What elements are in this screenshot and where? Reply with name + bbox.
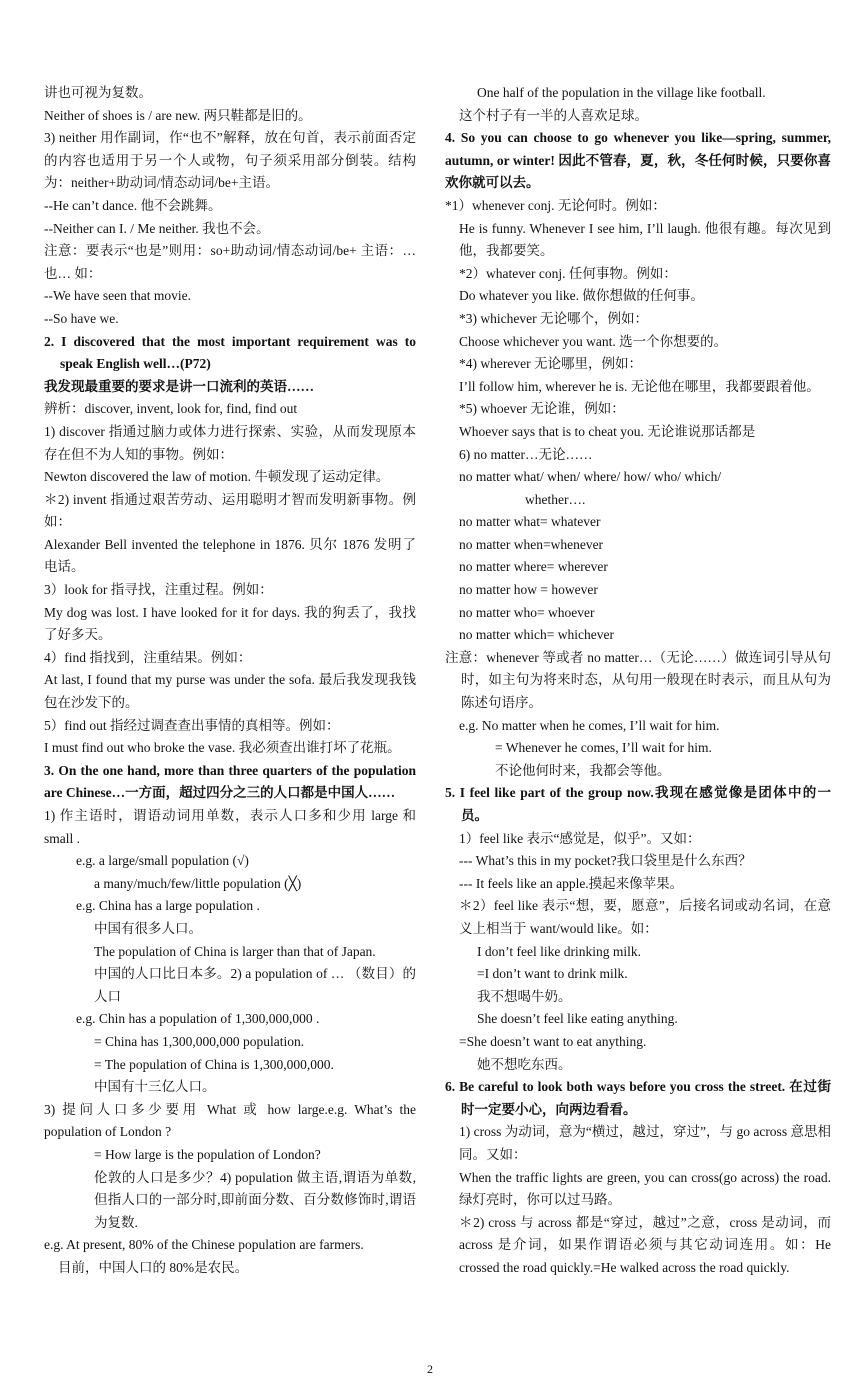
left-text-line: My dog was lost. I have looked for it for days. 我的狗丢了，我找了好多天。 bbox=[44, 604, 416, 643]
right-text-line: *1）whenever conj. 无论何时。例如： bbox=[445, 197, 666, 213]
left-text-line: a many/much/few/little population (╳) bbox=[94, 875, 302, 891]
left-text-line: Neither of shoes is / are new. 两只鞋都是旧的。 bbox=[44, 107, 312, 123]
right-text-line: *5) whoever 无论谁，例如： bbox=[459, 401, 625, 417]
right-text-line: When the traffic lights are green, you can cross(go across) the road. 绿灯亮时，你可以过马路。 bbox=[459, 1169, 831, 1208]
left-text-line: --Neither can I. / Me neither. 我也不会。 bbox=[44, 220, 270, 236]
left-text-line: 中国有十三亿人口。 bbox=[94, 1079, 216, 1095]
right-text-line: One half of the population in the village like football. bbox=[477, 85, 766, 100]
left-text-line: 辨析：discover, invent, look for, find, find out bbox=[44, 401, 298, 417]
right-text-line: 不论他何时来，我都会等他。 bbox=[495, 762, 671, 778]
left-text-line: e.g. a large/small population (√) bbox=[76, 853, 249, 869]
left-text-line: 4）find 指找到，注重结果。例如： bbox=[44, 649, 252, 665]
left-text-line: = How large is the population of London? bbox=[94, 1146, 321, 1162]
right-text-line: She doesn’t feel like eating anything. bbox=[477, 1011, 678, 1027]
left-text-line: 中国有很多人口。 bbox=[94, 920, 202, 936]
right-text-line: 我不想喝牛奶。 bbox=[477, 988, 572, 1004]
right-text-line: no matter which= whichever bbox=[459, 627, 614, 643]
left-text-line: 5）find out 指经过调查查出事情的真相等。例如： bbox=[44, 717, 340, 733]
right-text-line: 1）feel like 表示“感觉是，似乎”。又如： bbox=[459, 830, 701, 846]
left-text-line: 伦敦的人口是多少？4) population 做主语,谓语为单数,但指人口的一部分时,即前面分数、百分数修饰时,谓语为复数. bbox=[94, 1169, 416, 1230]
left-text-line: Alexander Bell invented the telephone in 1876. 贝尔 1876 发明了电话。 bbox=[44, 536, 416, 575]
right-text-line: 这个村子有一半的人喜欢足球。 bbox=[459, 107, 648, 123]
right-text-line: Choose whichever you want. 选一个你想要的。 bbox=[459, 333, 728, 349]
right-text-line: *2）whatever conj. 任何事物。例如： bbox=[459, 265, 677, 281]
left-text-line: 讲也可视为复数。 bbox=[44, 85, 152, 100]
right-text-line: ＊2) cross 与 across 都是“穿过，越过”之意，cross 是动词，而 across 是介词，如果作谓语必须与其它动词连用。如：He crossed the road quickly.=He walked across the road quickly. bbox=[459, 1214, 831, 1275]
left-text-line: --He can’t dance. 他不会跳舞。 bbox=[44, 197, 222, 213]
right-text-line: =She doesn’t want to eat anything. bbox=[459, 1033, 647, 1049]
right-text-line: --- What’s this in my pocket?我口袋里是什么东西？ bbox=[459, 853, 752, 869]
right-text-line: no matter where= wherever bbox=[459, 559, 608, 575]
left-text-line: 3）look for 指寻找，注重过程。例如： bbox=[44, 582, 273, 598]
right-text-line: *3) whichever 无论哪个，例如： bbox=[459, 310, 648, 326]
left-text-line: Newton discovered the law of motion. 牛顿发现了运动定律。 bbox=[44, 469, 390, 485]
left-text-line: = The population of China is 1,300,000,000. bbox=[94, 1056, 334, 1072]
right-text-line: no matter what= whatever bbox=[459, 514, 601, 530]
right-text-line: 她不想吃东西。 bbox=[477, 1056, 572, 1072]
right-text-line: e.g. No matter when he comes, I’ll wait for him. bbox=[459, 717, 720, 733]
right-text-line: no matter what/ when/ where/ how/ who/ which/ bbox=[459, 469, 722, 485]
left-text-line: The population of China is larger than that of Japan. bbox=[94, 943, 376, 959]
left-text-line: 2. I discovered that the most important requirement was to speak English well…(P72) bbox=[44, 333, 416, 372]
left-text-line: 3) 提问人口多少要用 What 或 how large.e.g. What’s the population of London ? bbox=[44, 1101, 416, 1140]
right-text-line: 6) no matter…无论…… bbox=[459, 446, 593, 462]
right-text-line: = Whenever he comes, I’ll wait for him. bbox=[495, 740, 712, 756]
left-text-line: --So have we. bbox=[44, 310, 119, 326]
right-text-line: Do whatever you like. 做你想做的任何事。 bbox=[459, 288, 704, 304]
right-text-line: --- It feels like an apple.摸起来像苹果。 bbox=[459, 875, 684, 891]
right-text-line: ＊2）feel like 表示“想，要，愿意”，后接名词或动名词，在意义上相当于 want/would like。如： bbox=[459, 898, 831, 936]
left-text-line: 目前，中国人口的 80%是农民。 bbox=[58, 1259, 249, 1275]
right-text-line: no matter how = however bbox=[459, 582, 598, 598]
right-text-line: 5. I feel like part of the group now.我现在感觉像是团体中的一员。 bbox=[445, 785, 831, 823]
right-text-line: =I don’t want to drink milk. bbox=[477, 966, 628, 982]
left-text-line: e.g. Chin has a population of 1,300,000,000 . bbox=[76, 1011, 320, 1027]
left-text-line: 中国的人口比日本多。2) a population of … （数目）的人口 bbox=[94, 966, 416, 1004]
right-text-line: I don’t feel like drinking milk. bbox=[477, 943, 641, 959]
left-text-line: 注意：要表示“也是”则用：so+助动词/情态动词/be+ 主语：…也… 如： bbox=[44, 243, 416, 281]
right-text-line: Whoever says that is to cheat you. 无论谁说那话都是 bbox=[459, 423, 756, 439]
left-text-line: At last, I found that my purse was under the sofa. 最后我发现我钱包在沙发下的。 bbox=[44, 672, 416, 711]
left-text-line: 3) neither 用作副词，作“也不”解释，放在句首，表示前面否定的内容也适用于另一个人或物，句子须采用部分倒装。结构为：neither+助动词/情态动词/be+主语。 bbox=[44, 130, 416, 191]
left-text-line: = China has 1,300,000,000 population. bbox=[94, 1033, 305, 1049]
left-text-line: 3. On the one hand, more than three quarters of the population are Chinese…一方面，超过四分之三的人口都是中国人…… bbox=[44, 762, 416, 801]
right-text-line: no matter when=whenever bbox=[459, 536, 604, 552]
left-text-line: 1) discover 指通过脑力或体力进行探索、实验，从而发现原本存在但不为人知的事物。例如： bbox=[44, 423, 416, 462]
right-text-line: *4) wherever 无论哪里，例如： bbox=[459, 356, 642, 372]
right-text-line: 注意：whenever 等或者 no matter…（无论……）做连词引导从句时，如主句为将来时态，从句用一般现在时表示，而且从句为陈述句语序。 bbox=[445, 649, 831, 711]
right-text-line: I’ll follow him, wherever he is. 无论他在哪里，我都要跟着他。 bbox=[459, 378, 820, 394]
right-text-line: 1) cross 为动词，意为“横过，越过，穿过”，与 go across 意思相同。又如： bbox=[459, 1124, 831, 1162]
left-text-line: 1) 作主语时，谓语动词用单数，表示人口多和少用 large 和 small . bbox=[44, 808, 416, 846]
right-text-line: no matter who= whoever bbox=[459, 604, 595, 620]
right-column bbox=[445, 82, 831, 1279]
left-text-line: 我发现最重要的要求是讲一口流利的英语…… bbox=[44, 378, 314, 394]
right-text-line: whether…. bbox=[525, 491, 586, 507]
left-text-line: --We have seen that movie. bbox=[44, 288, 191, 304]
left-text-line: I must find out who broke the vase. 我必须查出谁打坏了花瓶。 bbox=[44, 740, 401, 756]
left-text-line: ＊2) invent 指通过艰苦劳动、运用聪明才智而发明新事物。例如： bbox=[44, 491, 416, 530]
left-text-line: e.g. China has a large population . bbox=[76, 898, 260, 914]
right-text-line: 6. Be careful to look both ways before you cross the street. 在过街时一定要小心，向两边看看。 bbox=[445, 1079, 831, 1117]
right-text-line: He is funny. Whenever I see him, I’ll laugh. 他很有趣。每次见到他，我都要笑。 bbox=[459, 220, 831, 259]
page-number: 2 bbox=[427, 1362, 433, 1376]
right-text-line: 4. So you can choose to go whenever you like—spring, summer, autumn, or winter! 因此不管春，夏，秋，冬任何时候，只要你喜欢你就可以去。 bbox=[445, 130, 831, 191]
left-text-line: e.g. At present, 80% of the Chinese population are farmers. bbox=[44, 1237, 364, 1253]
left-column bbox=[44, 82, 416, 1279]
